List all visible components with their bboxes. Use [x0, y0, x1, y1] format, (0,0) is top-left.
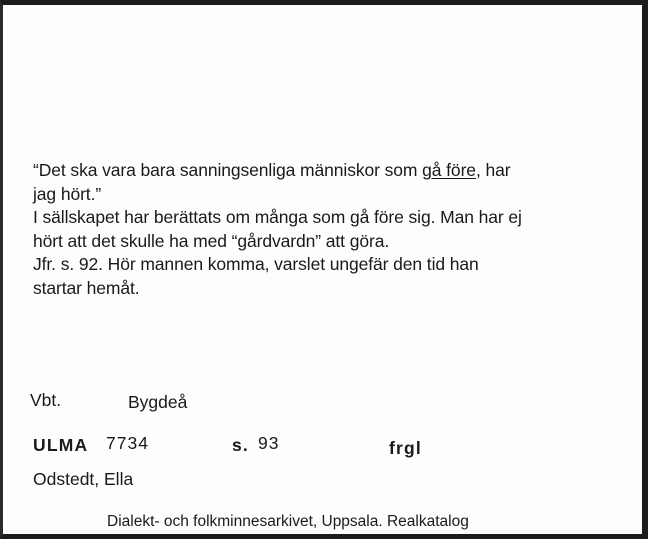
note-line-3: I sällskapet har berättats om många som gå före sig. Man har ej	[33, 207, 522, 227]
page-label: s.	[232, 435, 249, 455]
district: Vbt.	[30, 390, 62, 410]
note-line-1-start: “Det ska vara bara sanningsenliga människor som	[33, 160, 423, 180]
informant-name: Odstedt, Ella	[33, 469, 134, 489]
underlined-term: gå före	[422, 160, 476, 180]
note-line-6: startar hemåt.	[33, 277, 140, 298]
note-line-1-end: , har	[475, 160, 511, 180]
note-text	[33, 159, 613, 300]
parish: Bygdeå	[128, 392, 188, 412]
category-code: frgl	[389, 438, 422, 458]
note-line-5: Jfr. s. 92. Hör mannen komma, varslet ungefär den tid han	[33, 254, 479, 274]
note-line-2: jag hört.”	[33, 183, 102, 204]
page-number: 93	[258, 433, 280, 453]
note-line-1	[33, 159, 613, 183]
institution-footer: Dialekt- och folkminnesarkivet, Uppsala. Realkatalog	[107, 513, 469, 530]
archive-number: 7734	[106, 433, 149, 453]
archive-code: ULMA	[33, 435, 89, 455]
note-line-4: hört att det skulle ha med “gårdvardn” att göra.	[33, 230, 390, 251]
